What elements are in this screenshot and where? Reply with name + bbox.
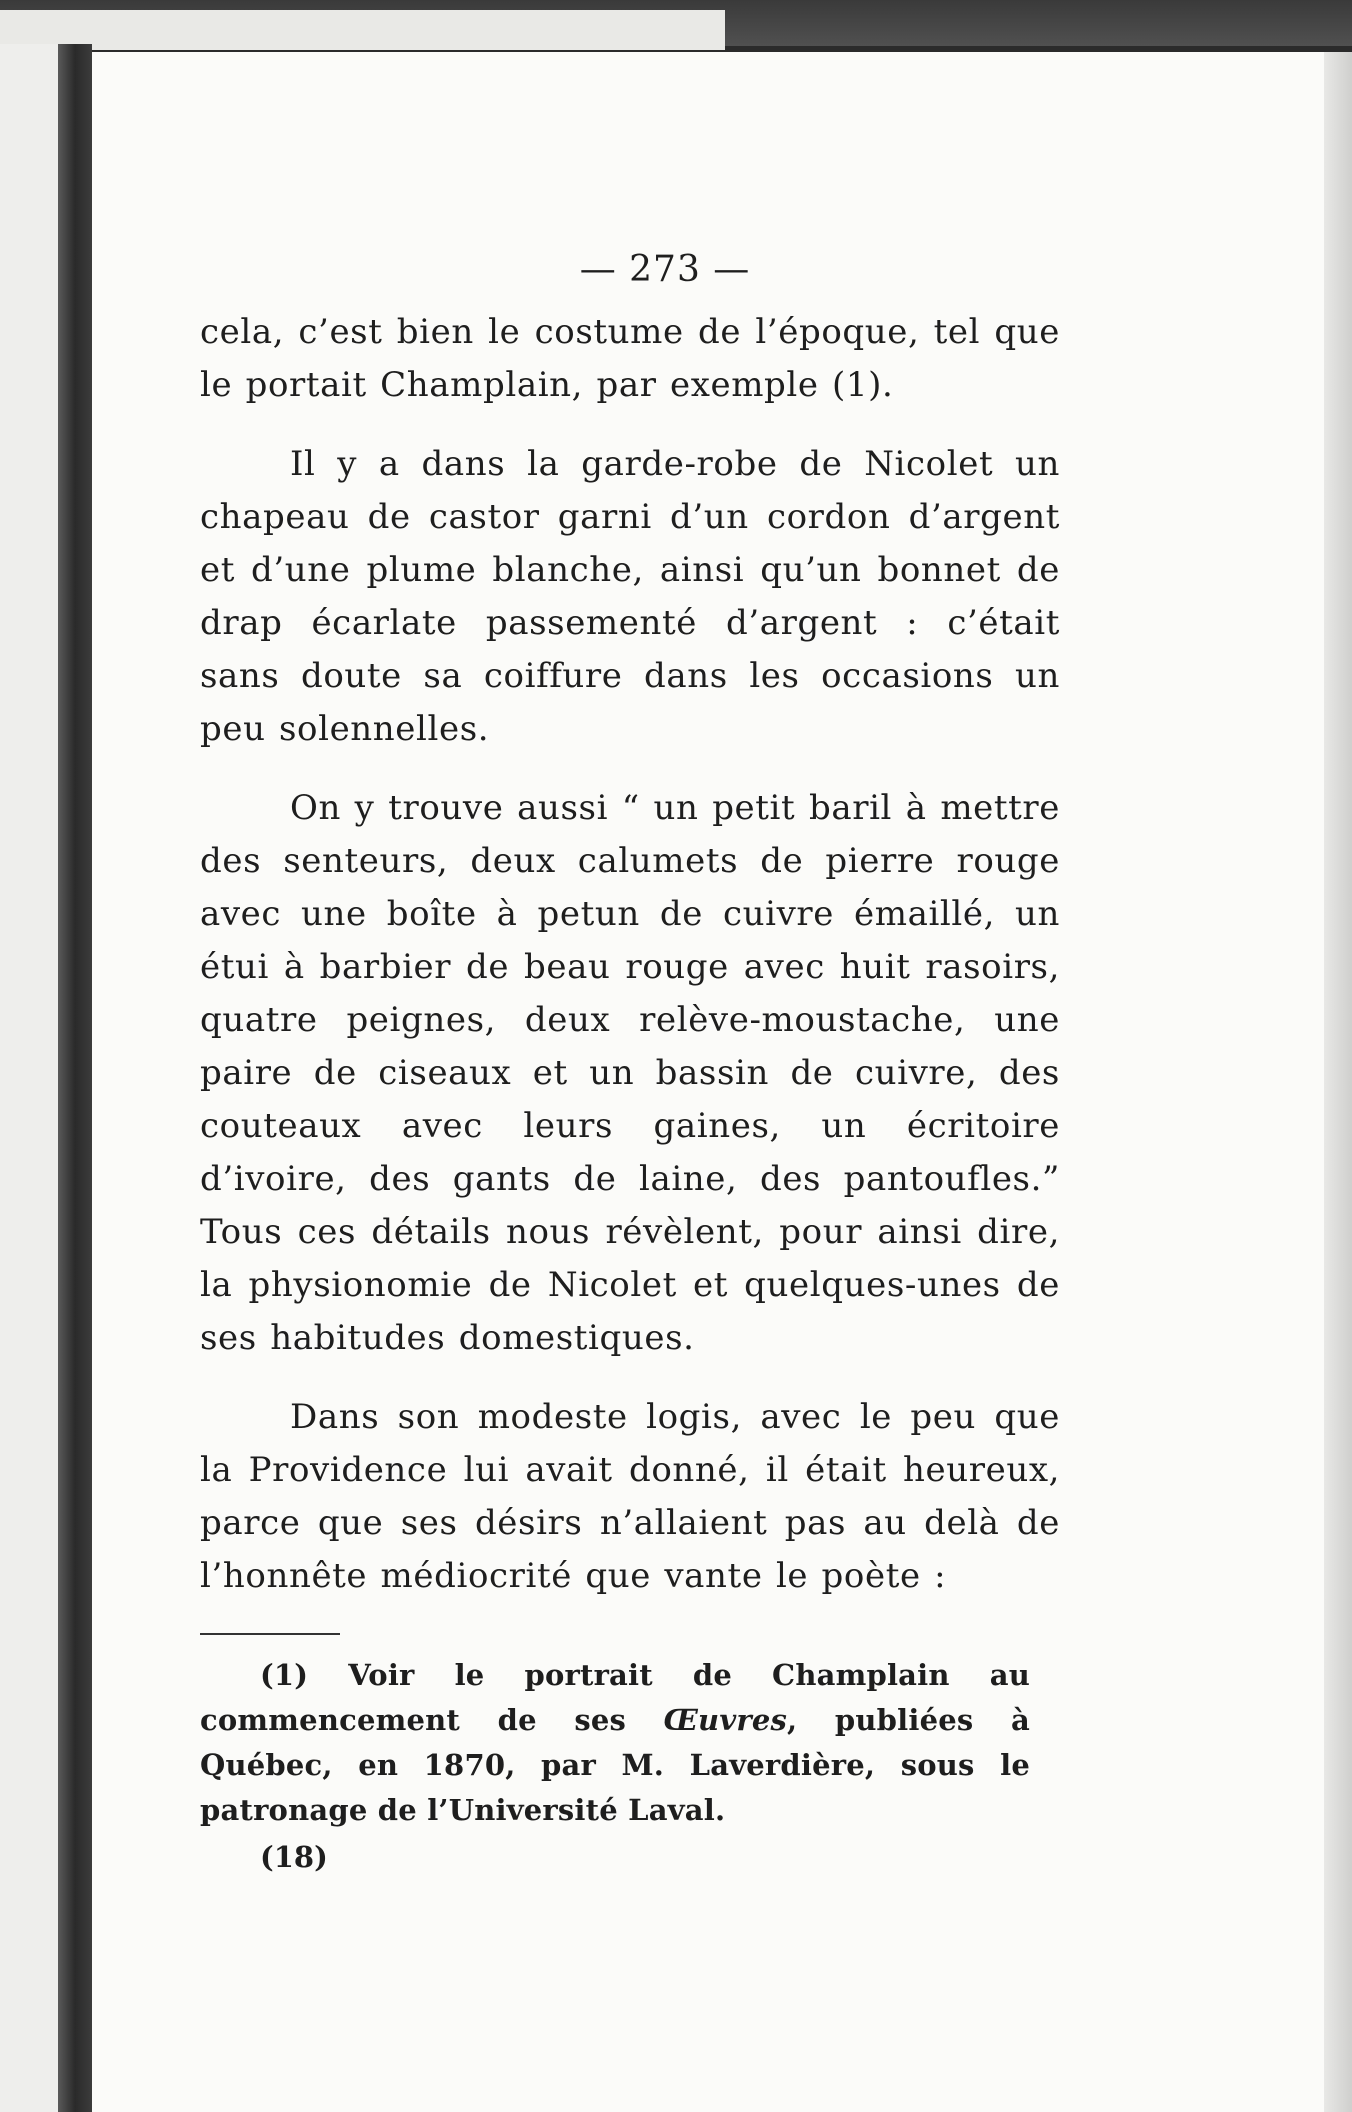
paragraph-garde-robe: Il y a dans la garde-robe de Nicolet un chapeau de castor garni d’un cordon d’argent et d’une plume blanche, ainsi qu’un bonnet de drap écarlate passementé d’argent : c’était sans doute sa coiffure dans les occasions un peu solennelles.	[200, 444, 1060, 749]
paragraph-continuation: cela, c’est bien le costume de l’époque, tel que le portait Champlain, par exemple (1).	[200, 312, 1060, 405]
page-number: — 273 —	[579, 249, 751, 290]
paragraph-modeste-logis: Dans son modeste logis, avec le peu que la Providence lui avait donné, il était heureux, parce que ses désirs n’allaient pas au delà de l’honnête médiocrité que vante le poète :	[200, 1397, 1060, 1596]
page-content	[200, 240, 1060, 1880]
footnote-text-start: (1) Voir le portrait de Champlain au commencement de ses	[200, 1658, 1030, 1737]
book-gutter	[58, 44, 92, 2112]
footnote-work-title: Œuvres	[663, 1703, 788, 1737]
facing-page-edge	[0, 44, 58, 2112]
scan-top-paper-edge	[0, 10, 725, 50]
printer-signature-mark: (18)	[260, 1840, 328, 1874]
footnote-separator	[200, 1633, 340, 1635]
paragraph-inventory: On y trouve aussi “ un petit baril à mettre des senteurs, deux calumets de pierre rouge avec une boîte à petun de cuivre émaillé, un étui à barbier de beau rouge avec huit rasoirs, quatre peignes, deux relève-moustache, une paire de ciseaux et un bassin de cuivre, des couteaux avec leurs gaines, un écritoire d’ivoire, des gants de laine, des pantoufles.” Tous ces détails nous révèlent, pour ainsi dire, la physionomie de Nicolet et quelques-unes de ses habitudes domestiques.	[200, 788, 1060, 1358]
footnote-text-end: , publiées à Québec, en 1870, par M. Laverdière, sous le patronage de l’Université Laval.	[200, 1703, 1030, 1827]
page-right-edge	[1324, 52, 1352, 2112]
footnote	[200, 1653, 1030, 1833]
